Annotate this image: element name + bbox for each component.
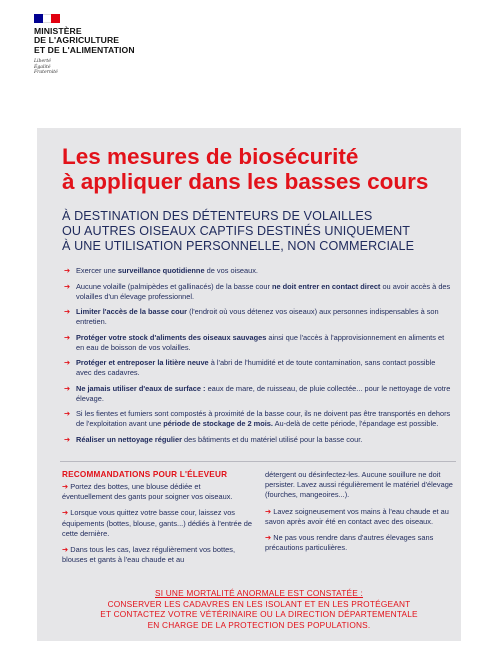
section-divider xyxy=(60,461,456,462)
republic-motto: Liberté Égalité Fraternité xyxy=(34,59,58,76)
recommendations-heading: RECOMMANDATIONS POUR L'ÉLEVEUR xyxy=(62,470,228,479)
arrow-icon: ➔ xyxy=(64,332,71,342)
ministry-logo xyxy=(34,14,184,76)
arrow-icon: ➔ xyxy=(64,434,71,444)
measures-list xyxy=(64,266,452,450)
alert-line: CONSERVER LES CADAVRES EN LES ISOLANT ET EN LES PROTÉGEANT xyxy=(107,598,411,609)
arrow-icon: ➔ xyxy=(265,533,272,543)
list-item: ➔ Protéger votre stock d'aliments des oiseaux sauvages ainsi que l'accès à l'approvisionnement en aliments et en eau de boisson de vos volailles. xyxy=(64,332,445,352)
arrow-icon: ➔ xyxy=(62,545,69,555)
list-item: ➔ Aucune volaille (palmipèdes et gallinacés) de la basse cour ne doit entrer en contact direct ou avoir accès à des volailles d'un élevage professionnel. xyxy=(64,281,451,301)
recommendations-left-column xyxy=(62,482,252,571)
mortality-alert xyxy=(62,588,456,630)
arrow-icon: ➔ xyxy=(64,383,71,393)
arrow-icon: ➔ xyxy=(64,409,71,418)
alert-line: EN CHARGE DE LA PROTECTION DES POPULATIONS. xyxy=(147,619,371,630)
recommendation-item: ➔ Dans tous les cas, lavez régulièrement vos bottes, blouses et gants à l'eau chaude et au xyxy=(62,545,235,565)
arrow-icon: ➔ xyxy=(64,307,71,316)
arrow-icon: ➔ xyxy=(64,358,71,367)
poster-subtitle: À DESTINATION DES DÉTENTEURS DE VOLAILLES OU AUTRES OISEAUX CAPTIFS DESTINÉS UNIQUEMENT À UNE UTILISATION PERSONNELLE, NON COMMERCIALE xyxy=(62,209,415,253)
arrow-icon: ➔ xyxy=(64,266,71,275)
arrow-icon: ➔ xyxy=(265,506,272,516)
list-item: ➔ Si les fientes et fumiers sont compostés à proximité de la basse cour, ils ne doivent pas être transportés en dehors de l'exploitation avant une période de stockage de 2 mois. Au-delà de cette période, l'épandage est possible. xyxy=(64,409,451,428)
recommendation-item: ➔ Ne pas vous rendre dans d'autres élevages sans précautions particulières. xyxy=(265,533,434,553)
list-item: ➔ Limiter l'accès de la basse cour (l'endroit où vous détenez vos oiseaux) aux personnes indispensables à son entretien. xyxy=(64,307,439,326)
recommendation-continuation: détergent ou désinfectez-les. Aucune souillure ne doit persister. Lavez aussi régulièrement le matériel d'élevage (fourches, mangeoires...). xyxy=(265,470,453,500)
list-item: ➔ Réaliser un nettoyage régulier des bâtiments et du matériel utilisé pour la basse cour. xyxy=(64,434,363,444)
french-flag-icon xyxy=(34,14,60,23)
poster-title: Les mesures de biosécurité à appliquer dans les basses cours xyxy=(62,144,429,194)
alert-line: ET CONTACTEZ VOTRE VÉTÉRINAIRE OU LA DIRECTION DÉPARTEMENTALE xyxy=(100,609,418,620)
recommendation-item: ➔ Lorsque vous quittez votre basse cour, laissez vos équipements (bottes, blouse, gants...) dédiés à l'entrée de cette dernière. xyxy=(62,508,252,538)
arrow-icon: ➔ xyxy=(62,482,69,491)
recommendations-right-column xyxy=(265,470,453,559)
ministry-name: MINISTÈRE DE L'AGRICULTURE ET DE L'ALIMENTATION xyxy=(34,26,135,55)
arrow-icon: ➔ xyxy=(62,508,69,518)
arrow-icon: ➔ xyxy=(64,281,71,291)
recommendation-item: ➔ Portez des bottes, une blouse dédiée et éventuellement des gants pour soigner vos oiseaux. xyxy=(62,482,233,502)
list-item: ➔ Protéger et entreposer la litière neuve à l'abri de l'humidité et de toute contamination, sans contact possible avec des cadavres. xyxy=(64,358,436,377)
alert-heading: SI UNE MORTALITÉ ANORMALE EST CONSTATÉE : xyxy=(155,588,363,598)
list-item: ➔ Ne jamais utiliser d'eaux de surface : eaux de mare, de ruisseau, de pluie collectée... pour le nettoyage de votre élevage. xyxy=(64,383,451,403)
recommendation-item: ➔ Lavez soigneusement vos mains à l'eau chaude et au savon après avoir été en contact avec des oiseaux. xyxy=(265,506,449,526)
list-item: ➔ Exercer une surveillance quotidienne de vos oiseaux. xyxy=(64,266,258,275)
